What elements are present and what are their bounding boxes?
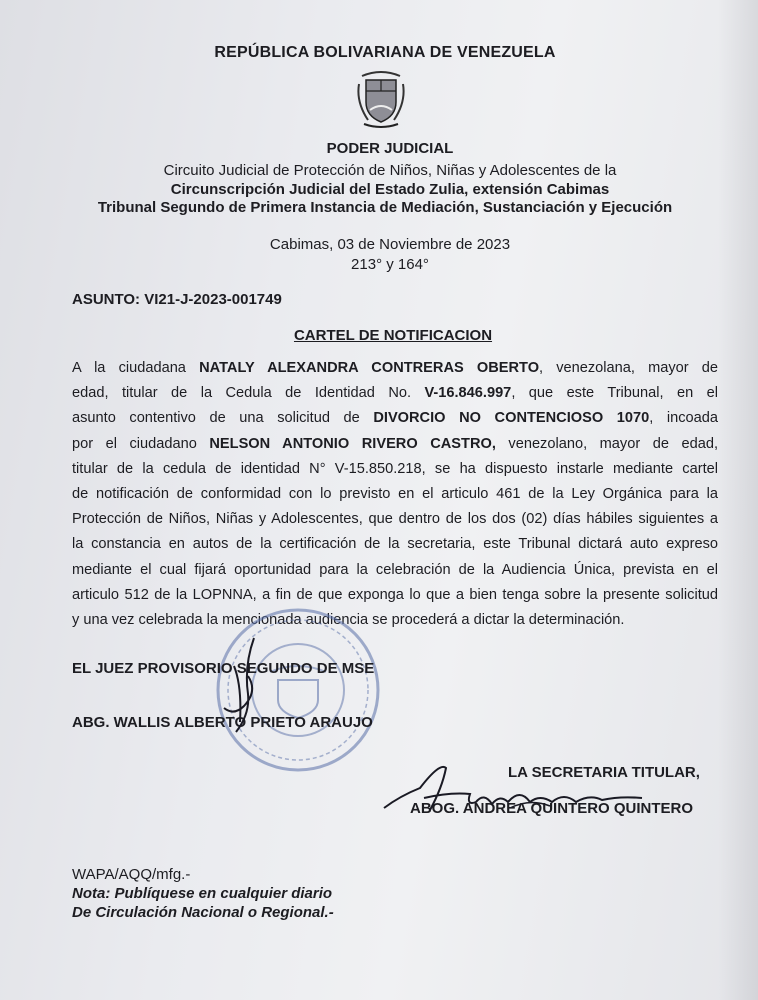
coat-of-arms-icon	[356, 66, 406, 130]
document-date: Cabimas, 03 de Noviembre de 2023	[269, 236, 511, 253]
text: venezolano, mayor de edad,	[495, 435, 718, 452]
body-line-9: mediante el cual fijará oportunidad para la celebración de la Audiencia Única, prevista en el	[72, 561, 718, 578]
judicial-power-heading: PODER JUDICIAL	[326, 140, 454, 157]
body-line-11: y una vez celebrada la mencionada audiencia se procederá a dictar la determinación.	[72, 611, 625, 628]
note-line-2: De Circulación Nacional o Regional.-	[72, 904, 334, 921]
secretary-title: LA SECRETARIA TITULAR,	[508, 764, 700, 781]
secretary-name: ABOG. ANDREA QUINTERO QUINTERO	[410, 800, 694, 817]
body-line-6: de notificación de conformidad con lo previsto en el articulo 461 de la Ley Orgánica para la	[72, 485, 718, 502]
body-line-3	[72, 406, 718, 431]
circumscription-line: Circunscripción Judicial del Estado Zulia, extensión Cabimas	[170, 181, 610, 198]
judge-title: EL JUEZ PROVISORIO SEGUNDO DE MSE	[72, 660, 375, 677]
tribunal-line: Tribunal Segundo de Primera Instancia de Mediación, Sustanciación y Ejecución	[97, 199, 673, 216]
secretary-signature-icon	[380, 758, 650, 828]
circuit-line: Circuito Judicial de Protección de Niños, Niñas y Adolescentes de la	[163, 162, 617, 179]
judge-name: ABG. WALLIS ALBERTO PRIETO ARAUJO	[72, 714, 373, 731]
text: asunto contentivo de una solicitud de	[72, 410, 374, 427]
citizen-name: NATALY ALEXANDRA CONTRERAS OBERTO	[199, 360, 540, 376]
body-line-10: articulo 512 de la LOPNNA, a fin de que exponga lo que a bien tenga sobre la presente solicitud	[72, 586, 718, 603]
body-line-4	[72, 432, 718, 457]
case-type: DIVORCIO NO CONTENCIOSO 1070	[373, 410, 650, 427]
note-line-1: Nota: Publíquese en cualquier diario	[72, 885, 333, 902]
citizen-id: V-16.846.997	[424, 385, 512, 402]
text: por el ciudadano	[72, 435, 210, 452]
text: A la ciudadana	[72, 360, 200, 376]
body-line-1	[72, 356, 718, 381]
judge-signature-icon	[214, 636, 274, 736]
notice-body	[72, 356, 718, 633]
body-line-2	[72, 381, 718, 406]
text: , incoada	[649, 410, 719, 427]
document-years: 213° y 164°	[351, 256, 429, 273]
body-line-8: la constancia en autos de la certificación de la secretaria, este Tribunal dictará auto expreso	[72, 536, 718, 553]
body-line-7: Protección de Niños, Niñas y Adolescentes, que dentro de los dos (02) días hábiles siguientes a	[72, 511, 718, 528]
reference-initials: WAPA/AQQ/mfg.-	[72, 866, 191, 883]
text: , venezolana, mayor de	[539, 360, 719, 376]
text: edad, titular de la Cedula de Identidad No.	[72, 385, 425, 402]
subject-line: ASUNTO: VI21-J-2023-001749	[72, 291, 282, 308]
body-line-5: titular de la cedula de identidad N° V-15.850.218, se ha dispuesto instarle mediante cartel	[72, 460, 718, 477]
page-shadow	[718, 0, 758, 1000]
notice-title: CARTEL DE NOTIFICACION	[293, 327, 493, 344]
text: , que este Tribunal, en el	[511, 385, 719, 402]
applicant-name: NELSON ANTONIO RIVERO CASTRO,	[209, 435, 496, 452]
republic-heading: REPÚBLICA BOLIVARIANA DE VENEZUELA	[214, 44, 556, 61]
